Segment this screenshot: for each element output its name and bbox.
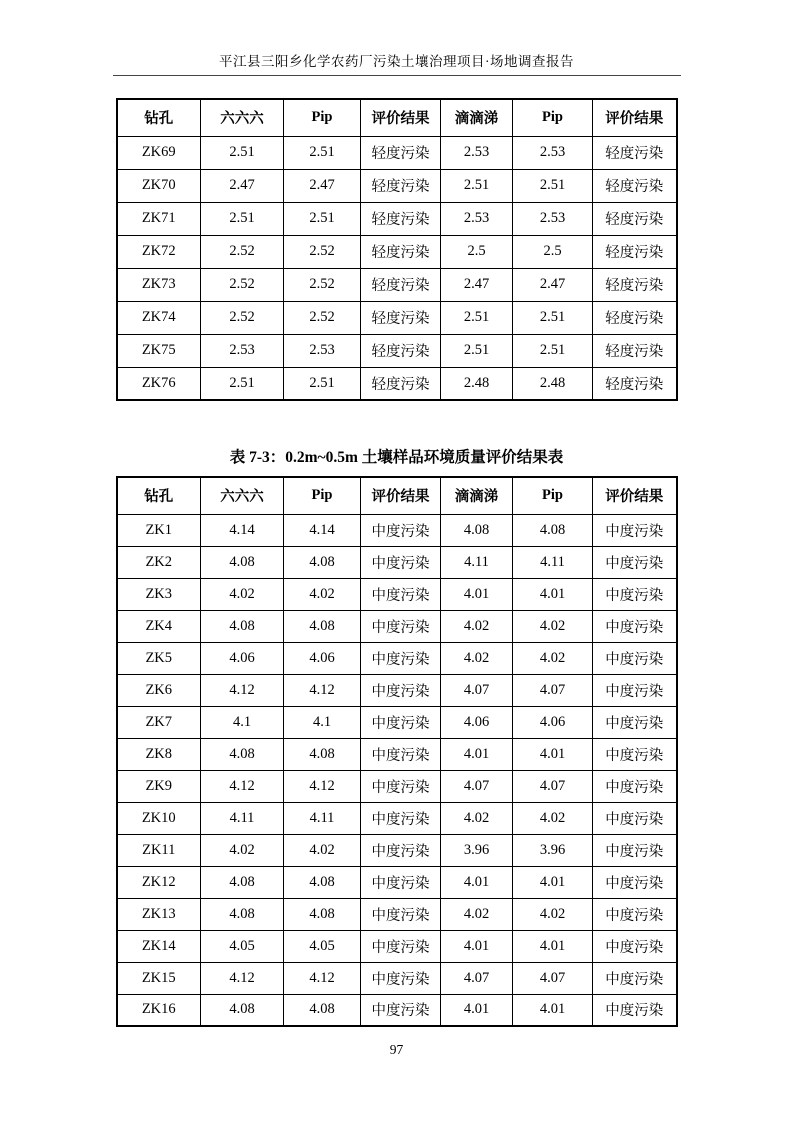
table-cell: 4.08 [284,994,361,1026]
table-cell: ZK1 [117,514,201,546]
table-cell: 4.08 [201,866,284,898]
table-cell: 中度污染 [361,802,441,834]
table-caption: 表 7-3：0.2m~0.5m 土壤样品环境质量评价结果表 [229,449,564,466]
table-cell: 中度污染 [361,738,441,770]
table-cell: 4.12 [201,674,284,706]
table-cell: 中度污染 [593,738,677,770]
table-cell: 2.51 [513,334,593,367]
table-cell: 2.53 [441,202,513,235]
table-cell: 中度污染 [593,642,677,674]
table-cell: 中度污染 [593,898,677,930]
table-cell: 轻度污染 [593,268,677,301]
column-header: 钻孔 [117,99,201,136]
table-cell: 4.07 [441,770,513,802]
table-cell: 4.07 [441,674,513,706]
table-cell: 2.52 [201,268,284,301]
table-cell: 2.51 [441,334,513,367]
table-cell: 4.06 [441,706,513,738]
table-cell: 4.08 [284,898,361,930]
table-cell: ZK8 [117,738,201,770]
table-cell: 2.51 [441,169,513,202]
table-cell: 2.51 [513,301,593,334]
table-cell: 2.47 [284,169,361,202]
table-cell: 4.08 [201,610,284,642]
table-cell: 轻度污染 [593,301,677,334]
table-cell: 4.01 [513,738,593,770]
table-cell: 4.12 [284,770,361,802]
table-cell: 2.51 [201,202,284,235]
table-cell: ZK3 [117,578,201,610]
table-cell: 中度污染 [361,930,441,962]
table-cell: 2.48 [513,367,593,400]
table-row [117,802,677,834]
table-cell: 2.52 [284,268,361,301]
table-cell: 4.08 [441,514,513,546]
table-row [117,898,677,930]
table-cell: 轻度污染 [361,202,441,235]
table-cell: 2.51 [441,301,513,334]
table-cell: 中度污染 [593,802,677,834]
table-cell: 中度污染 [361,962,441,994]
table-cell: 4.01 [513,866,593,898]
table-cell: 4.02 [513,610,593,642]
column-header: 六六六 [201,477,284,514]
table-cell: 中度污染 [593,578,677,610]
table-row [117,235,677,268]
table-cell: 4.02 [441,802,513,834]
table-cell: 2.52 [201,235,284,268]
table-cell: 4.07 [513,962,593,994]
table-cell: 4.02 [201,578,284,610]
table-cell: ZK73 [117,268,201,301]
table-cell: 4.01 [441,738,513,770]
column-header: Pip [284,477,361,514]
table-cell: 4.08 [201,898,284,930]
table-cell: ZK74 [117,301,201,334]
table-cell: 4.12 [201,962,284,994]
table-row [117,202,677,235]
table-cell: 轻度污染 [361,367,441,400]
table-cell: 2.53 [441,136,513,169]
table-row [117,334,677,367]
table-cell: 2.52 [201,301,284,334]
table-cell: 4.1 [201,706,284,738]
table-cell: 4.01 [513,994,593,1026]
table-cell: 中度污染 [593,546,677,578]
table-cell: 4.11 [441,546,513,578]
table-cell: 2.51 [284,367,361,400]
table-cell: 4.06 [513,706,593,738]
table-cell: 轻度污染 [593,202,677,235]
table-header-row [117,477,677,514]
table-row [117,268,677,301]
table-cell: 轻度污染 [593,136,677,169]
table-cell: 2.48 [441,367,513,400]
table-cell: 2.52 [284,235,361,268]
table-cell: 轻度污染 [361,136,441,169]
table-cell: 2.53 [284,334,361,367]
table-cell: 4.08 [284,738,361,770]
table-cell: 2.53 [513,202,593,235]
table-cell: ZK72 [117,235,201,268]
table-cell: ZK75 [117,334,201,367]
table-cell: ZK16 [117,994,201,1026]
column-header: 六六六 [201,99,284,136]
table-row [117,738,677,770]
table-row [117,514,677,546]
table-cell: 中度污染 [593,610,677,642]
table-cell: 4.12 [201,770,284,802]
table-cell: ZK76 [117,367,201,400]
table-cell: 4.08 [201,994,284,1026]
table-row [117,930,677,962]
table-cell: ZK11 [117,834,201,866]
table-row [117,642,677,674]
table-cell: 2.47 [513,268,593,301]
table-cell: ZK69 [117,136,201,169]
column-header: Pip [513,99,593,136]
table-cell: 4.07 [441,962,513,994]
table-cell: 4.1 [284,706,361,738]
table-cell: 4.11 [513,546,593,578]
table-cell: 2.51 [201,367,284,400]
table-cell: 4.02 [201,834,284,866]
table-cell: 4.01 [441,866,513,898]
table-cell: ZK7 [117,706,201,738]
table-header-row [117,99,677,136]
column-header: 评价结果 [593,99,677,136]
table-cell: 轻度污染 [593,169,677,202]
table-cell: 轻度污染 [593,334,677,367]
table-cell: ZK4 [117,610,201,642]
table-cell: 4.06 [201,642,284,674]
table-cell: 中度污染 [593,706,677,738]
table-cell: 4.05 [201,930,284,962]
table-cell: 4.08 [284,546,361,578]
table-cell: 4.14 [201,514,284,546]
table-cell: 2.53 [513,136,593,169]
table-cell: 4.02 [513,898,593,930]
table-cell: 4.14 [284,514,361,546]
table-cell: 中度污染 [361,706,441,738]
table-cell: 2.5 [441,235,513,268]
table-cell: 4.08 [513,514,593,546]
table-cell: 4.02 [441,898,513,930]
table-row [117,866,677,898]
table-cell: ZK6 [117,674,201,706]
table-cell: ZK2 [117,546,201,578]
table-cell: 2.51 [513,169,593,202]
table-cell: 4.05 [284,930,361,962]
table-cell: 4.02 [284,834,361,866]
table-cell: 轻度污染 [361,334,441,367]
column-header: 评价结果 [593,477,677,514]
table-cell: 中度污染 [593,962,677,994]
table-cell: 4.11 [284,802,361,834]
table-row [117,834,677,866]
table-cell: ZK15 [117,962,201,994]
table-cell: 2.47 [441,268,513,301]
table-cell: 中度污染 [593,514,677,546]
evaluation-table-upper [116,98,678,401]
table-cell: 4.02 [513,642,593,674]
column-header: Pip [284,99,361,136]
table-cell: 轻度污染 [593,235,677,268]
table-cell: 4.01 [513,930,593,962]
table-cell: 4.01 [513,578,593,610]
table-cell: ZK13 [117,898,201,930]
column-header: Pip [513,477,593,514]
table-cell: 轻度污染 [593,367,677,400]
table-cell: 4.07 [513,674,593,706]
table-cell: 中度污染 [361,674,441,706]
evaluation-table-7-3 [116,476,678,1027]
table-cell: ZK12 [117,866,201,898]
table-cell: 4.01 [441,930,513,962]
table-row [117,367,677,400]
table-cell: 轻度污染 [361,169,441,202]
table-cell: 2.52 [284,301,361,334]
column-header: 评价结果 [361,99,441,136]
table-cell: 中度污染 [361,866,441,898]
table-cell: 2.51 [201,136,284,169]
column-header: 钻孔 [117,477,201,514]
table-cell: 轻度污染 [361,301,441,334]
table-cell: 中度污染 [593,866,677,898]
table-cell: 中度污染 [593,674,677,706]
table-cell: 4.08 [201,546,284,578]
table-cell: ZK10 [117,802,201,834]
table-cell: 中度污染 [361,898,441,930]
table-cell: 4.12 [284,674,361,706]
table-cell: 中度污染 [361,994,441,1026]
table-cell: 中度污染 [361,546,441,578]
table-row [117,301,677,334]
table-cell: 2.51 [284,202,361,235]
table-row [117,770,677,802]
table-row [117,610,677,642]
table-cell: 中度污染 [593,930,677,962]
table-cell: 4.02 [284,578,361,610]
table-cell: 4.06 [284,642,361,674]
table-cell: 中度污染 [361,514,441,546]
table-cell: 轻度污染 [361,268,441,301]
table-cell: ZK70 [117,169,201,202]
table-cell: 2.53 [201,334,284,367]
table-row [117,546,677,578]
table-cell: 3.96 [513,834,593,866]
table-cell: 2.51 [284,136,361,169]
table-cell: ZK9 [117,770,201,802]
table-cell: 中度污染 [593,994,677,1026]
table-cell: 2.47 [201,169,284,202]
table-cell: 4.11 [201,802,284,834]
column-header: 滴滴涕 [441,99,513,136]
table-cell: 4.08 [201,738,284,770]
table-row [117,994,677,1026]
table-cell: 中度污染 [593,770,677,802]
table-cell: 4.01 [441,578,513,610]
table-row [117,962,677,994]
table-cell: 4.12 [284,962,361,994]
table-row [117,706,677,738]
table-cell: 4.02 [441,610,513,642]
page-number: 97 [389,1042,404,1057]
table-cell: 中度污染 [593,834,677,866]
column-header: 滴滴涕 [441,477,513,514]
table-cell: 中度污染 [361,610,441,642]
table-row [117,578,677,610]
table-cell: 4.01 [441,994,513,1026]
table-cell: ZK14 [117,930,201,962]
table-row [117,169,677,202]
table-cell: 4.08 [284,610,361,642]
table-cell: 4.02 [441,642,513,674]
column-header: 评价结果 [361,477,441,514]
table-cell: 中度污染 [361,642,441,674]
table-cell: 轻度污染 [361,235,441,268]
table-cell: ZK5 [117,642,201,674]
table-cell: 中度污染 [361,578,441,610]
table-cell: 4.08 [284,866,361,898]
report-header: 平江县三阳乡化学农药厂污染土壤治理项目·场地调查报告 [113,50,681,76]
table-cell: ZK71 [117,202,201,235]
table-cell: 4.07 [513,770,593,802]
table-cell: 3.96 [441,834,513,866]
table-cell: 2.5 [513,235,593,268]
table-row [117,136,677,169]
table-cell: 4.02 [513,802,593,834]
table-row [117,674,677,706]
table-cell: 中度污染 [361,770,441,802]
table-cell: 中度污染 [361,834,441,866]
